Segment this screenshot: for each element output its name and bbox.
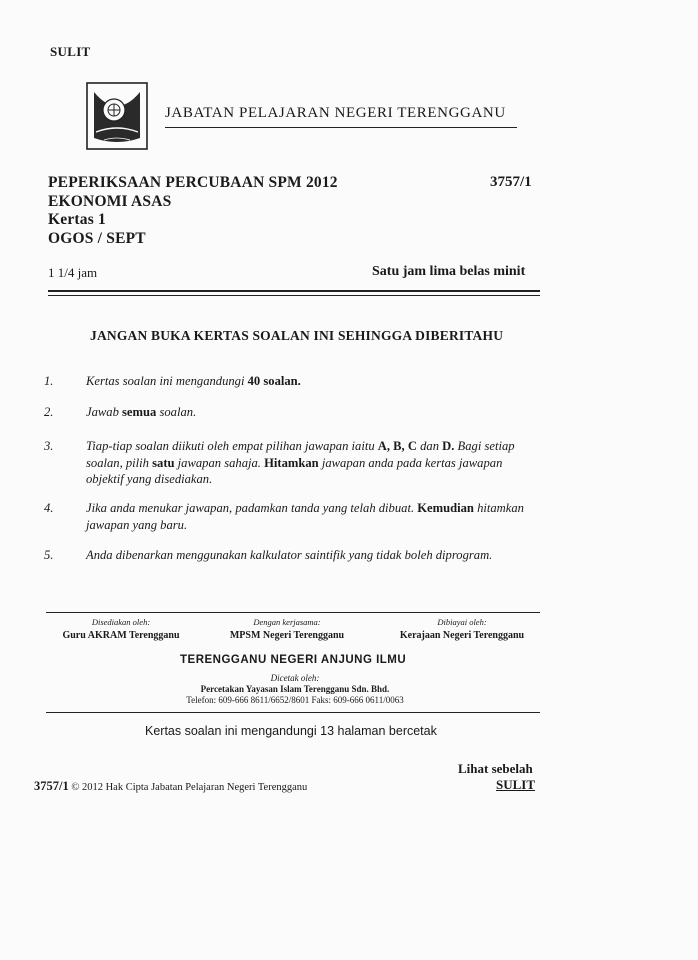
prepared-by: Guru AKRAM Terengganu: [62, 630, 180, 641]
instruction-number: 5.: [44, 548, 54, 562]
duration: 1 1/4 jam: [48, 265, 98, 280]
page-count-note: Kertas soalan ini mengandungi 13 halaman bercetak: [145, 724, 437, 738]
collaboration-column: [212, 617, 362, 641]
exam-title-block: [48, 174, 338, 248]
instruction-text: Kertas soalan ini mengandungi 40 soalan.: [86, 374, 301, 388]
instruction-number: 4.: [44, 501, 54, 515]
printer-contact: Telefon: 609-666 8611/6652/8601 Faks: 609-666 0611/0063: [186, 695, 404, 705]
footer-paper-code: 3757/1: [34, 779, 69, 793]
exam-title-line: PEPERIKSAAN PERCUBAAN SPM 2012: [48, 174, 338, 191]
instruction-item: [44, 404, 524, 421]
state-motto: TERENGGANU NEGERI ANJUNG ILMU: [180, 654, 407, 666]
warning-notice: JANGAN BUKA KERTAS SOALAN INI SEHINGGA DIBERITAHU: [90, 328, 504, 343]
instruction-number: 3.: [44, 439, 54, 453]
copyright-text: © 2012 Hak Cipta Jabatan Pelajaran Negeri Terengganu: [71, 782, 308, 793]
department-underline: [165, 127, 517, 128]
instruction-item: [44, 547, 524, 564]
classification-bottom: SULIT: [496, 777, 536, 792]
prepared-by-column: [46, 617, 196, 641]
funded-caption: Dibiayai oleh:: [437, 617, 487, 627]
session-line: OGOS / SEPT: [48, 229, 146, 247]
paper-code: 3757/1: [490, 174, 532, 190]
instruction-number: 1.: [44, 374, 54, 388]
duration-words: Satu jam lima belas minit: [372, 264, 526, 279]
funded-by: Kerajaan Negeri Terengganu: [399, 630, 525, 641]
instruction-text: Jawab semua soalan.: [86, 405, 197, 419]
instruction-text: Jika anda menukar jawapan, padamkan tanda yang telah dibuat. Kemudian hitamkan jawapan yang baru.: [86, 501, 524, 532]
see-reverse-note: Lihat sebelah: [458, 761, 533, 776]
header-rule-thick: [48, 290, 540, 292]
instruction-text: Tiap-tiap soalan diikuti oleh empat pilihan jawapan iaitu A, B, C dan D. Bagi setiap soalan, pilih satu jawapan sahaja. Hitamkan jawapan anda pada kertas jawapan objektif yang disediakan.: [86, 439, 515, 486]
footer-rule: [46, 712, 540, 713]
instruction-item: [44, 500, 524, 533]
subject-line: EKONOMI ASAS: [48, 192, 172, 210]
printer-block: [160, 673, 430, 706]
credits-rule: [46, 612, 540, 613]
printer-name: Percetakan Yayasan Islam Terengganu Sdn. Bhd.: [200, 684, 390, 694]
collab-with: MPSM Negeri Terengganu: [229, 630, 345, 641]
collab-caption: Dengan kerjasama:: [253, 617, 321, 627]
prepared-caption: Disediakan oleh:: [91, 617, 151, 627]
paper-line: Kertas 1: [48, 211, 106, 228]
header-rule-thin: [48, 295, 540, 296]
instruction-item: [44, 373, 524, 390]
classification-top: SULIT: [50, 44, 91, 59]
footer-copyright: [34, 779, 307, 794]
printer-caption: Dicetak oleh:: [270, 673, 320, 683]
instruction-number: 2.: [44, 405, 54, 419]
education-department-crest-icon: [84, 80, 150, 152]
funded-by-column: [384, 617, 540, 641]
department-name: JABATAN PELAJARAN NEGERI TERENGGANU: [165, 105, 506, 121]
instruction-text: Anda dibenarkan menggunakan kalkulator saintifik yang tidak boleh diprogram.: [86, 548, 493, 562]
instruction-item: [44, 438, 524, 488]
